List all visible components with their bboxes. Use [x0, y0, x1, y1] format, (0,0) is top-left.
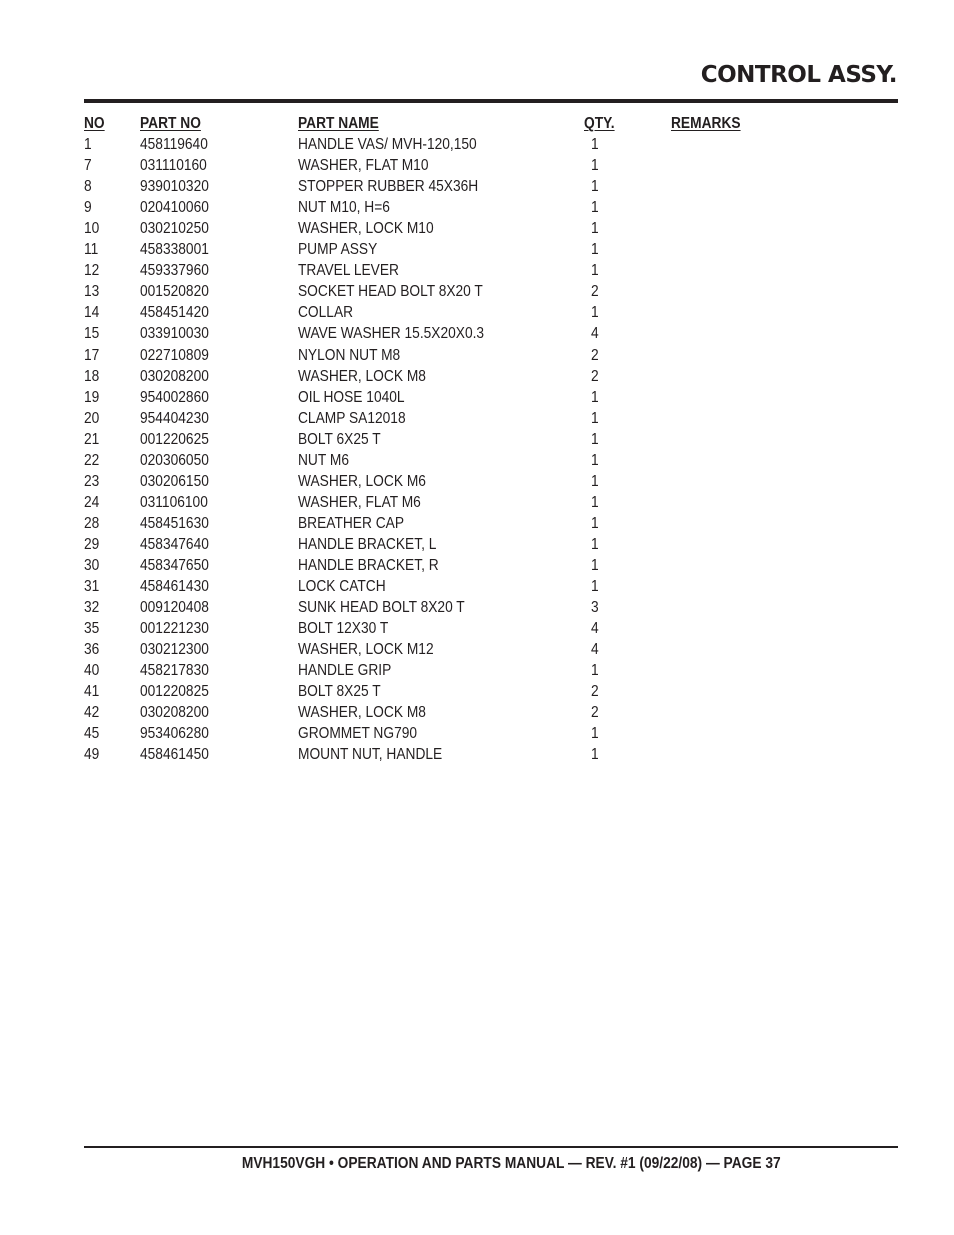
cell-part-name: CLAMP SA12018 [298, 409, 406, 427]
table-row [84, 702, 784, 723]
cell-part-no: 458338001 [140, 241, 209, 259]
cell-part-name: OIL HOSE 1040L [298, 388, 405, 406]
cell-part-no: 458347640 [140, 535, 209, 553]
cell-no: 13 [84, 283, 100, 301]
cell-part-name: WASHER, LOCK M10 [298, 220, 434, 238]
header-part-name: PART NAME [298, 115, 379, 132]
table-row [84, 134, 784, 155]
cell-part-no: 030212300 [140, 641, 209, 659]
cell-part-no: 001220825 [140, 683, 209, 701]
table-row [84, 555, 784, 576]
cell-qty: 1 [591, 662, 599, 680]
table-row [84, 366, 784, 387]
cell-no: 49 [84, 746, 100, 764]
cell-qty: 1 [591, 136, 599, 154]
cell-no: 40 [84, 662, 100, 680]
cell-qty: 1 [591, 409, 599, 427]
table-row [84, 345, 784, 366]
table-row [84, 155, 784, 176]
cell-part-no: 954404230 [140, 409, 209, 427]
cell-no: 42 [84, 704, 100, 722]
cell-part-no: 020410060 [140, 199, 209, 217]
cell-part-no: 022710809 [140, 346, 209, 364]
cell-part-name: NUT M10, H=6 [298, 199, 390, 217]
table-row [84, 660, 784, 681]
cell-no: 36 [84, 641, 100, 659]
cell-no: 8 [84, 178, 92, 196]
table-row [84, 218, 784, 239]
table-row [84, 471, 784, 492]
cell-qty: 1 [591, 262, 599, 280]
cell-qty: 3 [591, 599, 599, 617]
header-qty: QTY. [584, 115, 615, 132]
cell-qty: 4 [591, 641, 599, 659]
page-footer [84, 1155, 898, 1173]
cell-qty: 1 [591, 157, 599, 175]
table-row [84, 239, 784, 260]
cell-part-no: 001520820 [140, 283, 209, 301]
page-title: CONTROL ASSY. [700, 62, 897, 88]
cell-part-name: HANDLE BRACKET, R [298, 556, 439, 574]
table-row [84, 639, 784, 660]
cell-part-no: 030208200 [140, 367, 209, 385]
cell-part-name: MOUNT NUT, HANDLE [298, 746, 443, 764]
cell-qty: 1 [591, 304, 599, 322]
cell-part-no: 458347650 [140, 556, 209, 574]
cell-no: 11 [84, 241, 99, 259]
cell-part-name: WASHER, LOCK M6 [298, 472, 426, 490]
cell-qty: 1 [591, 430, 599, 448]
cell-part-name: LOCK CATCH [298, 578, 386, 596]
cell-qty: 1 [591, 451, 599, 469]
cell-no: 10 [84, 220, 100, 238]
cell-part-name: BREATHER CAP [298, 514, 405, 532]
table-row [84, 408, 784, 429]
cell-part-no: 953406280 [140, 725, 209, 743]
cell-part-name: WASHER, FLAT M10 [298, 157, 429, 175]
table-row [84, 302, 784, 323]
cell-part-name: STOPPER RUBBER 45X36H [298, 178, 479, 196]
cell-no: 1 [84, 136, 92, 154]
cell-no: 21 [84, 430, 100, 448]
cell-no: 41 [84, 683, 100, 701]
cell-part-name: SOCKET HEAD BOLT 8X20 T [298, 283, 483, 301]
table-row [84, 281, 784, 302]
cell-qty: 2 [591, 346, 599, 364]
table-row [84, 513, 784, 534]
cell-qty: 4 [591, 325, 599, 343]
cell-no: 9 [84, 199, 92, 217]
cell-qty: 1 [591, 178, 599, 196]
cell-no: 23 [84, 472, 100, 490]
cell-part-no: 031106100 [140, 493, 208, 511]
cell-part-name: BOLT 12X30 T [298, 620, 389, 638]
cell-part-name: PUMP ASSY [298, 241, 378, 259]
cell-part-no: 001220625 [140, 430, 209, 448]
table-row [84, 744, 784, 765]
cell-part-no: 458119640 [140, 136, 208, 154]
cell-part-no: 458217830 [140, 662, 209, 680]
cell-qty: 1 [591, 199, 599, 217]
table-row [84, 429, 784, 450]
cell-qty: 1 [591, 241, 599, 259]
footer-rule [84, 1146, 898, 1148]
table-body [84, 134, 784, 765]
cell-part-no: 458461450 [140, 746, 209, 764]
cell-part-name: NYLON NUT M8 [298, 346, 401, 364]
cell-part-name: BOLT 8X25 T [298, 683, 381, 701]
cell-part-no: 020306050 [140, 451, 209, 469]
cell-qty: 2 [591, 367, 599, 385]
cell-no: 30 [84, 556, 100, 574]
cell-no: 19 [84, 388, 100, 406]
cell-part-no: 458451420 [140, 304, 209, 322]
cell-qty: 1 [591, 578, 599, 596]
parts-table [84, 113, 784, 765]
cell-no: 35 [84, 620, 100, 638]
table-row [84, 197, 784, 218]
cell-no: 15 [84, 325, 100, 343]
table-row [84, 492, 784, 513]
cell-qty: 2 [591, 704, 599, 722]
cell-no: 7 [84, 157, 92, 175]
cell-part-name: NUT M6 [298, 451, 349, 469]
cell-qty: 1 [591, 535, 599, 553]
cell-qty: 2 [591, 683, 599, 701]
cell-part-no: 030208200 [140, 704, 209, 722]
cell-no: 31 [84, 578, 100, 596]
cell-no: 12 [84, 262, 100, 280]
table-row [84, 450, 784, 471]
cell-part-name: HANDLE BRACKET, L [298, 535, 437, 553]
cell-no: 17 [84, 346, 100, 364]
cell-part-no: 030210250 [140, 220, 209, 238]
table-row [84, 534, 784, 555]
cell-no: 45 [84, 725, 100, 743]
table-header [84, 113, 784, 134]
cell-part-name: HANDLE GRIP [298, 662, 392, 680]
cell-no: 24 [84, 493, 100, 511]
table-row [84, 618, 784, 639]
cell-qty: 1 [591, 556, 599, 574]
cell-qty: 1 [591, 514, 599, 532]
table-row [84, 260, 784, 281]
cell-no: 18 [84, 367, 100, 385]
cell-qty: 4 [591, 620, 599, 638]
cell-part-no: 030206150 [140, 472, 209, 490]
cell-qty: 1 [591, 220, 599, 238]
cell-no: 14 [84, 304, 100, 322]
cell-part-no: 031110160 [140, 157, 207, 175]
cell-qty: 1 [591, 472, 599, 490]
cell-part-name: GROMMET NG790 [298, 725, 418, 743]
cell-no: 29 [84, 535, 100, 553]
cell-part-name: WASHER, FLAT M6 [298, 493, 421, 511]
table-row [84, 723, 784, 744]
cell-part-name: SUNK HEAD BOLT 8X20 T [298, 599, 465, 617]
cell-part-name: HANDLE VAS/ MVH-120,150 [298, 136, 477, 154]
cell-no: 28 [84, 514, 100, 532]
cell-part-name: WASHER, LOCK M8 [298, 367, 426, 385]
cell-part-no: 033910030 [140, 325, 209, 343]
cell-part-no: 939010320 [140, 178, 209, 196]
cell-no: 20 [84, 409, 100, 427]
cell-qty: 1 [591, 388, 599, 406]
cell-part-no: 954002860 [140, 388, 209, 406]
cell-qty: 2 [591, 283, 599, 301]
cell-part-no: 458451630 [140, 514, 209, 532]
header-part-no: PART NO [140, 115, 201, 132]
footer-text: MVH150VGH • OPERATION AND PARTS MANUAL — REV. #1 (09/22/08) — PAGE 37 [241, 1155, 781, 1172]
cell-qty: 1 [591, 725, 599, 743]
cell-part-name: WASHER, LOCK M8 [298, 704, 426, 722]
title-rule [84, 99, 898, 103]
table-row [84, 597, 784, 618]
cell-part-no: 459337960 [140, 262, 209, 280]
cell-no: 22 [84, 451, 100, 469]
header-no: NO [84, 115, 105, 132]
cell-part-no: 009120408 [140, 599, 209, 617]
table-row [84, 387, 784, 408]
cell-no: 32 [84, 599, 100, 617]
header-remarks: REMARKS [671, 115, 741, 132]
cell-part-name: TRAVEL LEVER [298, 262, 399, 280]
cell-part-name: COLLAR [298, 304, 354, 322]
table-row [84, 576, 784, 597]
cell-part-no: 458461430 [140, 578, 209, 596]
table-row [84, 176, 784, 197]
cell-part-name: BOLT 6X25 T [298, 430, 381, 448]
table-row [84, 323, 784, 344]
cell-part-no: 001221230 [140, 620, 209, 638]
cell-qty: 1 [591, 746, 599, 764]
cell-qty: 1 [591, 493, 599, 511]
cell-part-name: WASHER, LOCK M12 [298, 641, 434, 659]
cell-part-name: WAVE WASHER 15.5X20X0.3 [298, 325, 485, 343]
table-row [84, 681, 784, 702]
